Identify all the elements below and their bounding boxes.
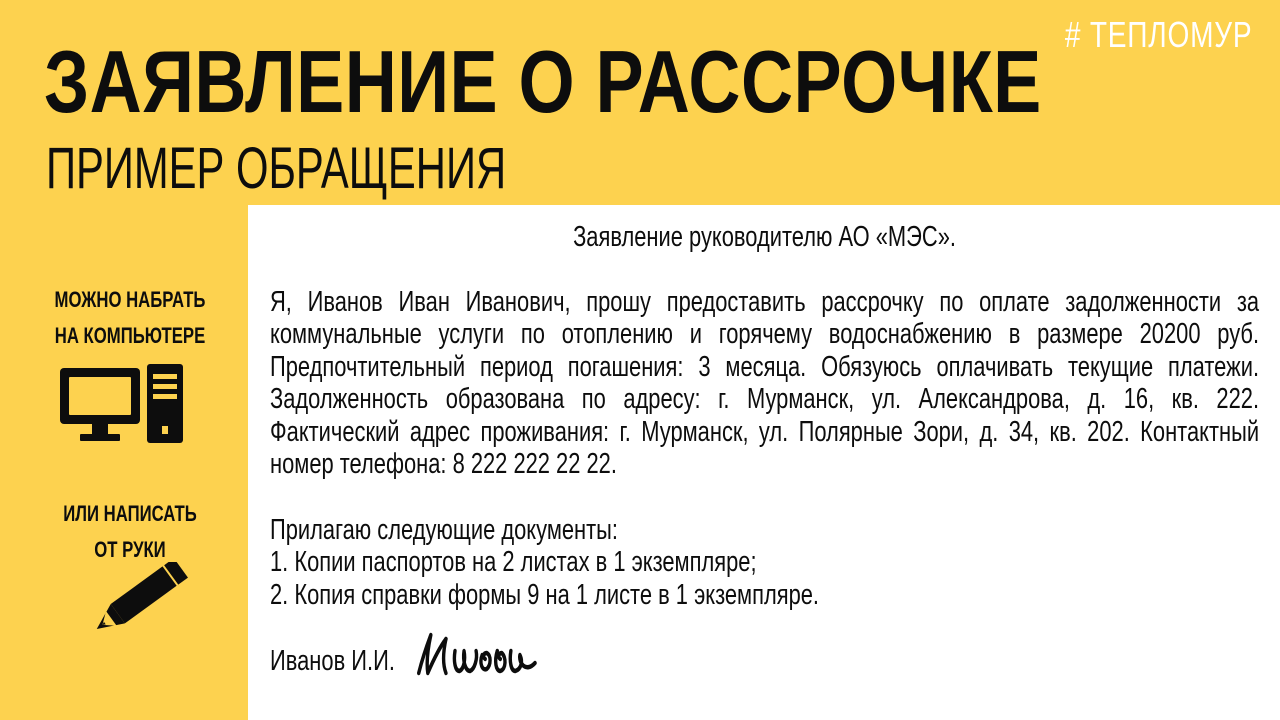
option-write-line: ИЛИ НАПИСАТЬ bbox=[63, 501, 197, 526]
option-type-line: МОЖНО НАБРАТЬ bbox=[54, 287, 206, 312]
hashtag-label: # ТЕПЛОМУР bbox=[1064, 14, 1252, 55]
document-heading: Заявление руководителю АО «МЭС». bbox=[573, 221, 956, 253]
option-write-line: ОТ РУКИ bbox=[94, 537, 166, 562]
pencil-icon bbox=[84, 562, 190, 640]
attachment-item: 1. Копии паспортов на 2 листах в 1 экземпляре; bbox=[270, 546, 757, 578]
signature-row bbox=[270, 629, 1259, 677]
handwritten-signature bbox=[413, 629, 541, 677]
attachments-intro: Прилагаю следующие документы: bbox=[270, 513, 619, 546]
application-document bbox=[248, 205, 1280, 720]
computer-icon bbox=[60, 364, 184, 444]
option-write-label bbox=[31, 496, 229, 568]
signer-name: Иванов И.И. bbox=[270, 644, 395, 677]
document-body: Я, Иванов Иван Иванович, прошу предоставить рассрочку по оплате задолженности за коммунальные услуги по отоплению и горячему водоснабжению в размере 20200 руб. Предпочтительный период погашения: 3 месяца. Обязуюсь оплачивать текущие платежи. Задолженность образована по адресу: г. Мурманск, ул. Александрова, д. 16, кв. 222. Фактический адрес проживания: г. Мурманск, ул. Полярные Зори, д. 34, кв. 202. Контактный номер телефона: 8 222 222 22 22. bbox=[270, 285, 1260, 480]
page-subtitle: ПРИМЕР ОБРАЩЕНИЯ bbox=[46, 136, 507, 201]
option-type-line: НА КОМПЬЮТЕРЕ bbox=[54, 323, 206, 348]
attachment-item: 2. Копия справки формы 9 на 1 листе в 1 экземпляре. bbox=[270, 578, 820, 611]
page-title: ЗАЯВЛЕНИЕ О РАССРОЧКЕ bbox=[44, 32, 1042, 131]
option-type-label bbox=[31, 282, 229, 354]
